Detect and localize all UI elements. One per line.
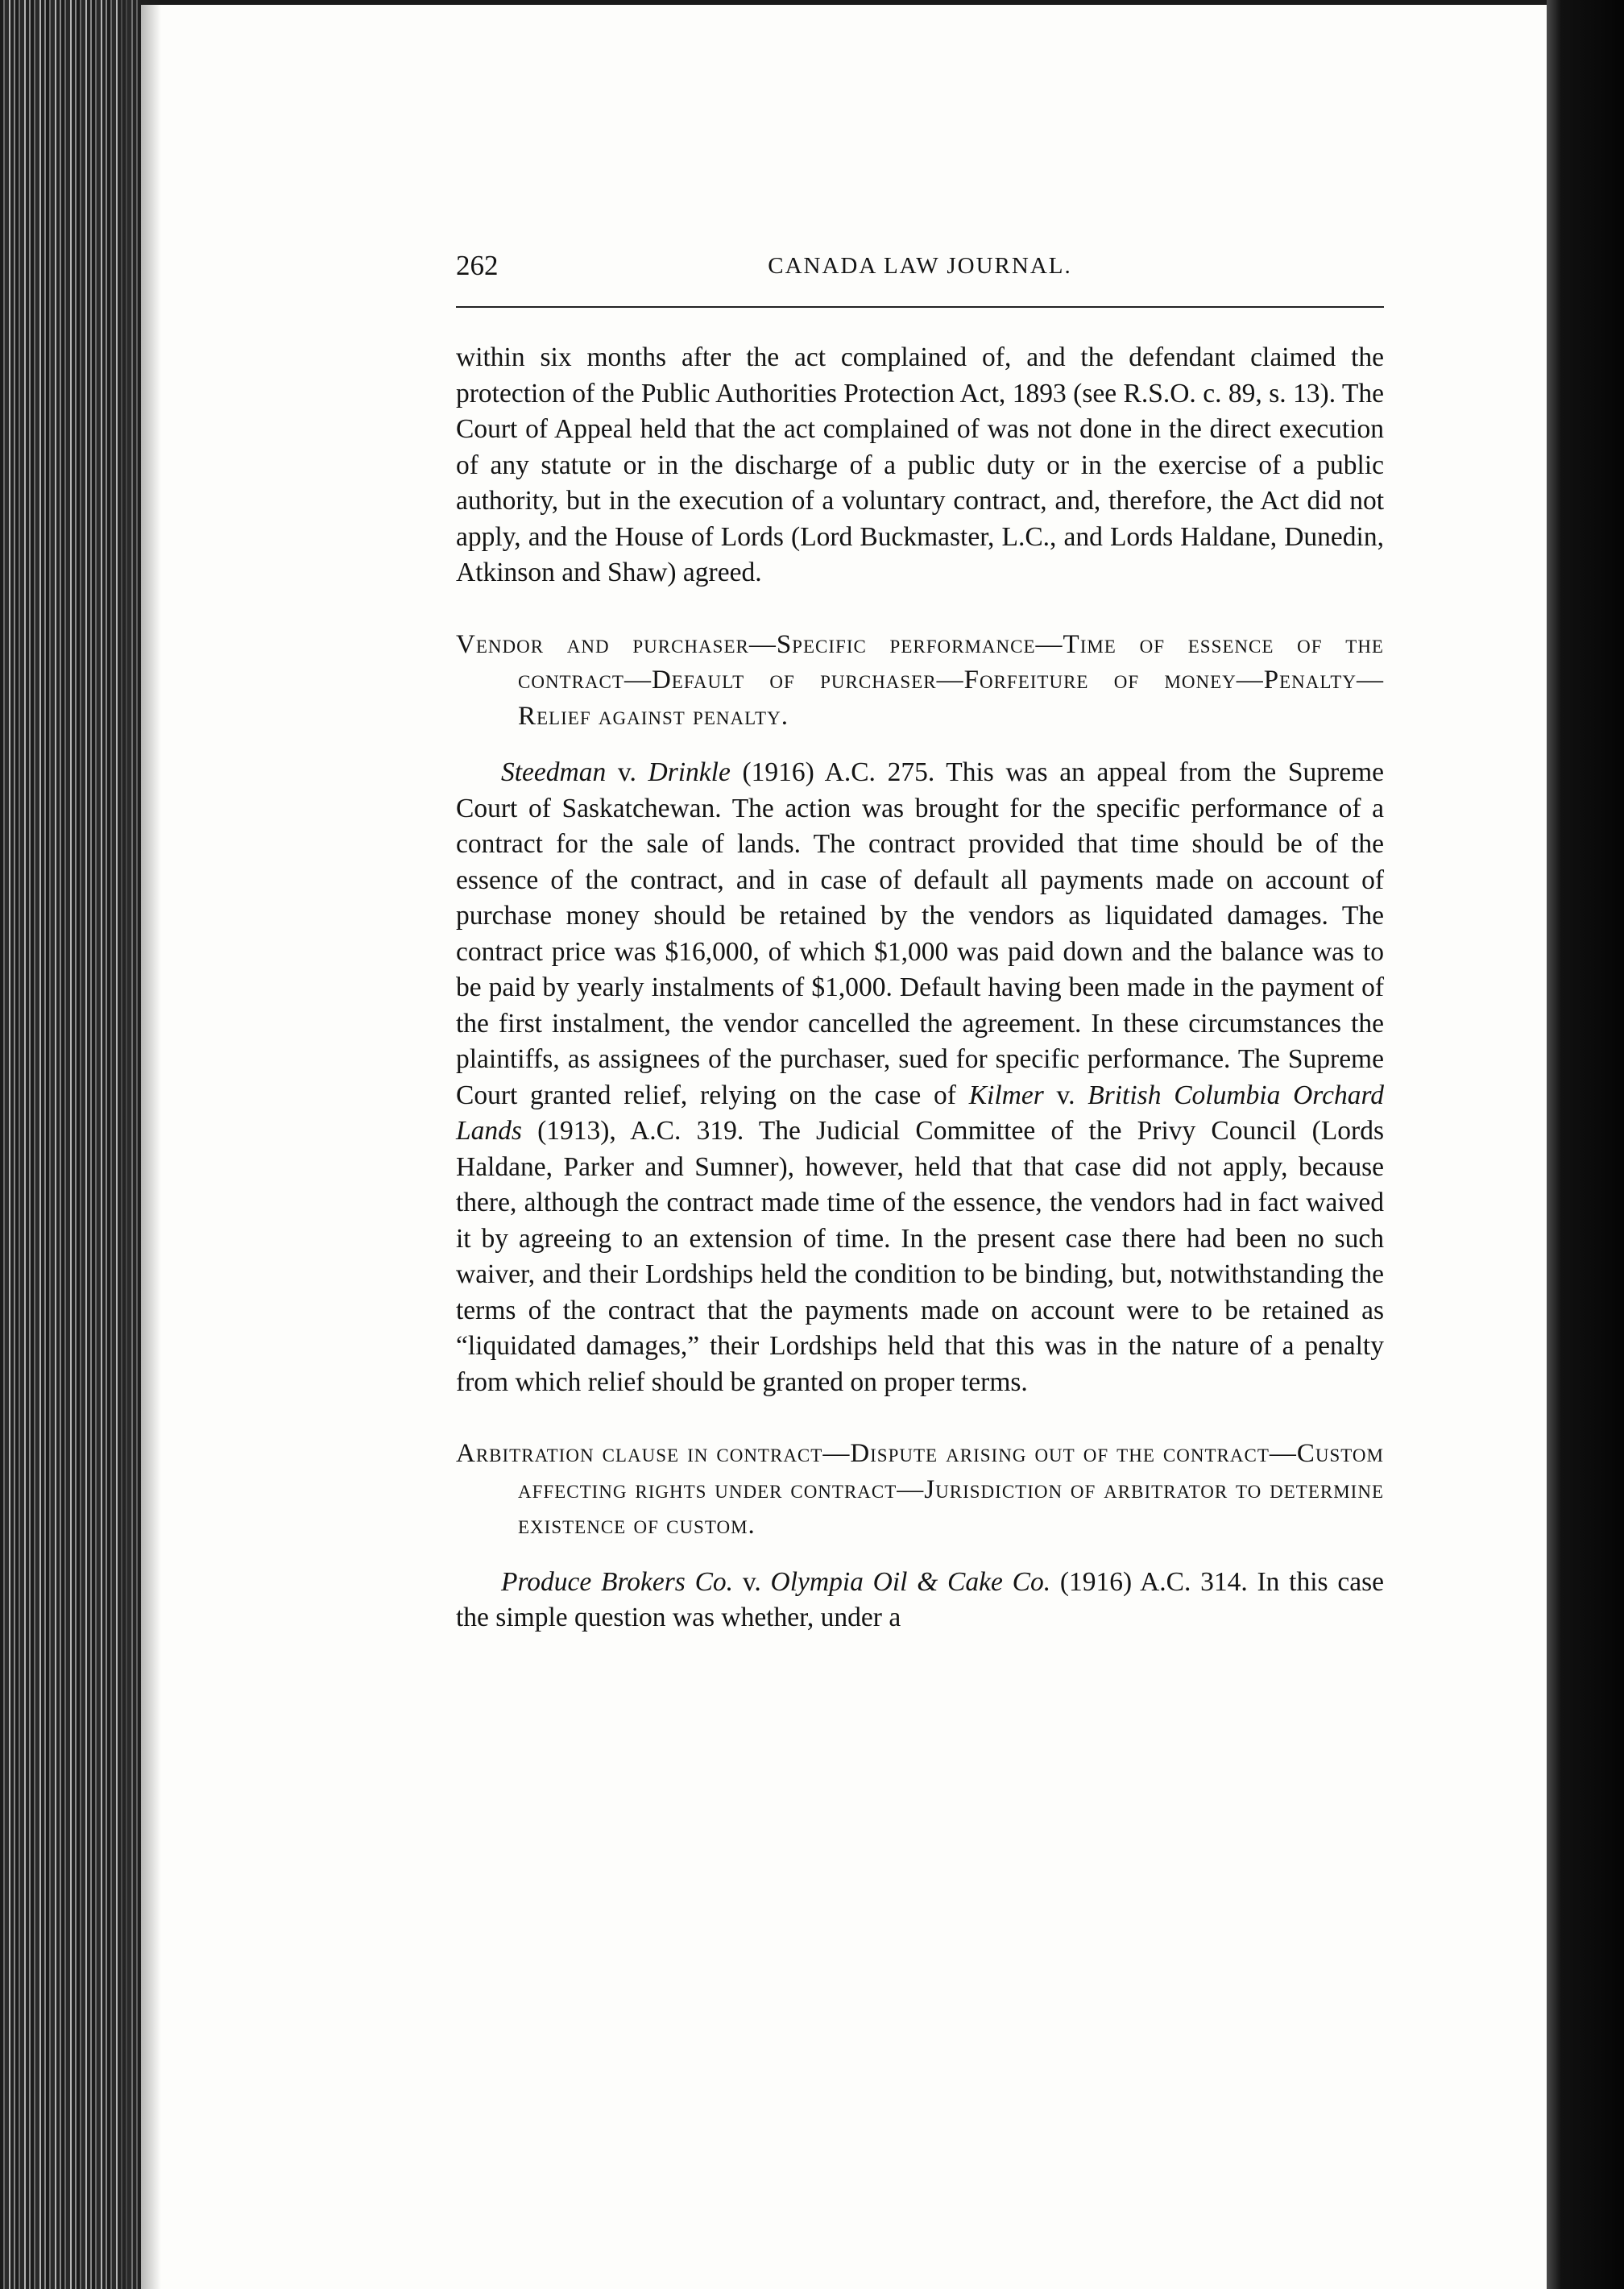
page-top-edge: [0, 0, 1624, 5]
header-rule: [456, 306, 1384, 308]
body-text-run: (1916) A.C. 314. In this case the simple question was whether, under a: [456, 1566, 1384, 1632]
case-name: British Columbia Orchard Lands: [456, 1080, 1385, 1146]
case-name: Produce Brokers Co.: [501, 1566, 734, 1597]
case-name: Steedman: [501, 757, 607, 787]
book-binding-left: [0, 0, 141, 2289]
page-number: 262: [456, 250, 499, 281]
section-heading-vendor-purchaser: Vendor and purchaser—Specific performance—Time of essence of the contract—Default of purchaser—Forfeiture of money—Penalty—Relief against penalty.: [456, 629, 1384, 731]
case-name: Olympia Oil & Cake Co.: [770, 1566, 1051, 1597]
journal-title: CANADA LAW JOURNAL.: [768, 253, 1072, 279]
binding-shadow: [121, 0, 161, 2289]
book-edge-right: [1547, 0, 1624, 2289]
versus-text: v.: [733, 1566, 771, 1597]
versus-text: v.: [1043, 1080, 1088, 1110]
section-heading-arbitration: Arbitration clause in contract—Dispute arising out of the contract—Custom affecting rights under contract—Jurisdiction of arbitrator to determine existence of custom.: [456, 1439, 1384, 1540]
case-name: Kilmer: [968, 1080, 1044, 1110]
running-head: [456, 250, 1384, 288]
paragraph-continuation: within six months after the act complained of, and the defendant claimed the protection of the Public Authorities Protection Act, 1893 (see R.S.O. c. 89, s. 13). The Court of Appeal held that the act complained of was not done in the direct execution of any statute or in the discharge of a public duty or in the exercise of a public authority, but in the execution of a voluntary contract, and, therefore, the Act did not apply, and the House of Lords (Lord Buckmaster, L.C., and Lords Haldane, Dunedin, Atkinson and Shaw) agreed.: [456, 342, 1384, 587]
paragraph-steedman-v-drinkle: [456, 755, 1384, 1400]
body-text-run: (1916) A.C. 275. This was an appeal from the Supreme Court of Saskatchewan. The action was brought for the specific performance of a contract for the sale of lands. The contract provided that time should be of the essence of the contract, and in case of default all payments made on account of purchase money should be retained by the vendors as liquidated damages. The contract price was $16,000, of which $1,000 was paid down and the balance was to be paid by yearly instalments of $1,000. Default having been made in the payment of the first instalment, the vendor cancelled the agreement. In these circumstances the plaintiffs, as assignees of the purchaser, sued for specific performance. The Supreme Court granted relief, relying on the case of: [456, 757, 1384, 1110]
paragraph-produce-brokers: [456, 1565, 1384, 1636]
journal-page: [456, 250, 1384, 1636]
case-name: Drinkle: [648, 757, 731, 787]
body-text-run: (1913), A.C. 319. The Judicial Committee of the Privy Council (Lords Haldane, Parker and Sumner), however, held that that case did not apply, because there, although the contract made time of the essence, the vendors had in fact waived it by agreeing to an extension of time. In the present case there had been no such waiver, and their Lordships held the condition to be binding, but, notwithstanding the terms of the contract that the payments made on account were to be retained as “liquidated damages,” their Lordships held that this was in the nature of a penalty from which relief should be granted on proper terms.: [456, 1116, 1384, 1397]
versus-text: v.: [606, 757, 648, 787]
